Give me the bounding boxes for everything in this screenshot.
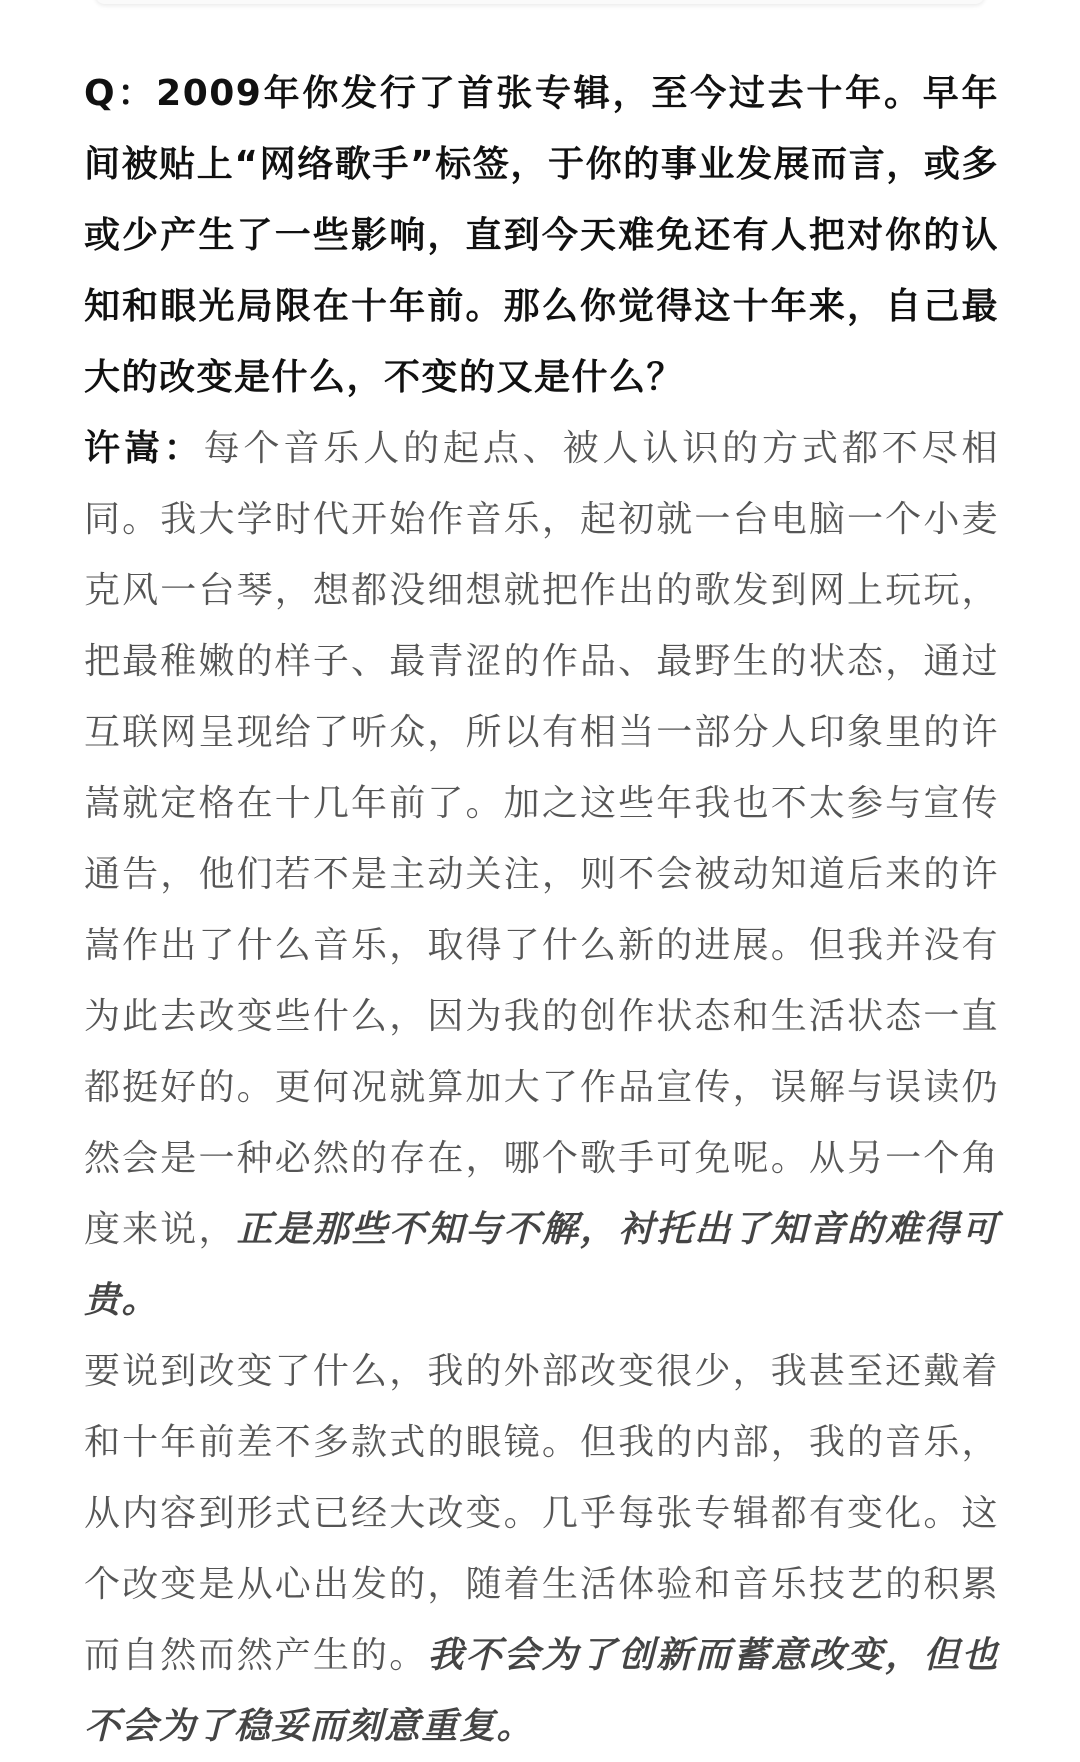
previous-card-edge [95,0,985,4]
answer-paragraph-1 [84,413,999,1336]
answer-text-1: 每个音乐人的起点、被人认识的方式都不尽相同。我大学时代开始作音乐，起初就一台电脑一个小麦克风一台琴，想都没细想就把作出的歌发到网上玩玩，把最稚嫩的样子、最青涩的作品、最野生的状态，通过互联网呈现给了听众，所以有相当一部分人印象里的许嵩就定格在十几年前了。加之这些年我也不太参与宣传通告，他们若不是主动关注，则不会被动知道后来的许嵩作出了什么音乐，取得了什么新的进展。但我并没有为此去改变些什么，因为我的创作状态和生活状态一直都挺好的。更何况就算加大了作品宣传，误解与误读仍然会是一种必然的存在，哪个歌手可免呢。从另一个角度来说， [84,428,999,1250]
answer-emphasis-1: 正是那些不知与不解，衬托出了知音的难得可贵。 [84,1209,999,1321]
question-paragraph [84,58,999,413]
answer-text-2: 要说到改变了什么，我的外部改变很少，我甚至还戴着和十年前差不多款式的眼镜。但我的内部，我的音乐，从内容到形式已经大改变。几乎每张专辑都有变化。这个改变是从心出发的，随着生活体验和音乐技艺的积累而自然而然产生的。 [84,1351,999,1676]
answer-emphasis-2: 我不会为了创新而蓄意改变，但也不会为了稳妥而刻意重复。 [84,1635,999,1747]
question-text: 2009年你发行了首张专辑，至今过去十年。早年间被贴上“网络歌手”标签，于你的事业发展而言，或多或少产生了一些影响，直到今天难免还有人把对你的认知和眼光局限在十年前。那么你觉得这十年来，自己最大的改变是什么，不变的又是什么？ [84,73,999,398]
speaker-name: 许嵩： [84,428,204,469]
answer-paragraph-2 [84,1336,999,1762]
question-label: Q： [84,73,157,114]
interview-article [84,58,999,1762]
